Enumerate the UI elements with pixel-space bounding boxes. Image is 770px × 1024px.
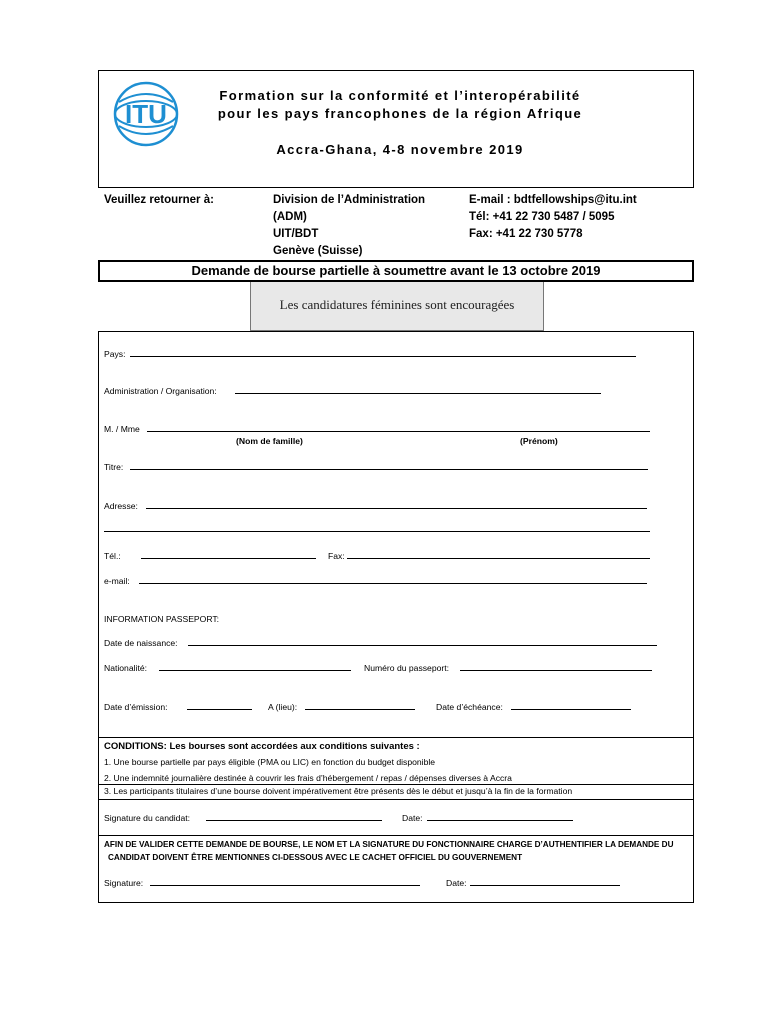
validation-text-2: CANDIDAT DOIVENT ÊTRE MENTIONNES CI-DESSOUS AVEC LE CACHET OFFICIEL DU GOUVERNEMENT <box>108 853 523 862</box>
pays-field[interactable] <box>130 356 636 357</box>
encouraged-note: Les candidatures féminines sont encouragées <box>250 282 544 331</box>
tel-field[interactable] <box>141 558 316 559</box>
date-emission-label: Date d’émission: <box>104 702 168 712</box>
date-candidat-field[interactable] <box>427 820 573 821</box>
address-line: UIT/BDT <box>273 228 319 240</box>
tel-label: Tél.: <box>104 551 121 561</box>
contact-tel: Tél: +41 22 730 5487 / 5095 <box>469 211 615 223</box>
deadline-banner: Demande de bourse partielle à soumettre avant le 13 octobre 2019 <box>98 260 694 282</box>
date-candidat-label: Date: <box>402 813 423 823</box>
prenom-caption: (Prénom) <box>520 436 558 446</box>
condition-item: 2. Une indemnité journalière destinée à couvrir les frais d’hébergement / repas / dépenses diverses à Accra <box>104 773 512 783</box>
divider <box>98 737 694 738</box>
return-address <box>273 192 425 260</box>
date-naissance-field[interactable] <box>188 645 657 646</box>
signature-candidat-label: Signature du candidat: <box>104 813 191 823</box>
lieu-field[interactable] <box>305 709 415 710</box>
nationalite-field[interactable] <box>159 670 351 671</box>
email-label: e-mail: <box>104 576 130 586</box>
condition-item: 3. Les participants titulaires d’une bourse doivent impérativement être présents dès le début et jusqu’à la fin de la formation <box>104 786 573 796</box>
administration-label: Administration / Organisation: <box>104 386 217 396</box>
divider <box>98 799 694 800</box>
title-line-2: pour les pays francophones de la région Afrique <box>217 106 583 121</box>
numero-passeport-label: Numéro du passeport: <box>364 663 450 673</box>
adresse-field-line-2[interactable] <box>104 531 650 532</box>
pays-label: Pays: <box>104 349 126 359</box>
nationalite-label: Nationalité: <box>104 663 147 673</box>
address-line: Division de l’Administration <box>273 194 426 206</box>
contact-email: E-mail : bdtfellowships@itu.int <box>469 194 637 206</box>
contact-fax: Fax: +41 22 730 5778 <box>469 228 583 240</box>
adresse-field[interactable] <box>146 508 647 509</box>
condition-item: 1. Une bourse partielle par pays éligible (PMA ou LIC) en fonction du budget disponible <box>104 757 436 767</box>
itu-logo <box>110 78 182 150</box>
conditions-heading <box>104 741 420 752</box>
signature-field[interactable] <box>150 885 420 886</box>
date-label: Date: <box>446 878 467 888</box>
nom-label: M. / Mme <box>104 424 140 434</box>
conditions-heading-text: Les bourses sont accordées aux conditions suivantes : <box>169 741 420 752</box>
date-emission-field[interactable] <box>187 709 252 710</box>
return-label: Veuillez retourner à: <box>104 194 214 206</box>
signature-label: Signature: <box>104 878 144 888</box>
titre-label: Titre: <box>104 462 124 472</box>
numero-passeport-field[interactable] <box>460 670 652 671</box>
conditions-prefix: CONDITIONS: <box>104 741 167 752</box>
nom-field[interactable] <box>147 431 650 432</box>
return-contact <box>469 192 637 243</box>
address-line: (ADM) <box>273 211 307 223</box>
date-field[interactable] <box>470 885 620 886</box>
adresse-label: Adresse: <box>104 501 138 511</box>
address-line: Genève (Suisse) <box>273 245 363 257</box>
lieu-label: A (lieu): <box>268 702 298 712</box>
location-date: Accra-Ghana, 4-8 novembre 2019 <box>276 142 524 157</box>
divider <box>98 835 694 836</box>
signature-candidat-field[interactable] <box>206 820 382 821</box>
date-naissance-label: Date de naissance: <box>104 638 178 648</box>
title-line-1: Formation sur la conformité et l’interopérabilité <box>219 88 581 103</box>
administration-field[interactable] <box>235 393 601 394</box>
fax-field[interactable] <box>347 558 650 559</box>
date-echeance-field[interactable] <box>511 709 631 710</box>
validation-text-1: AFIN DE VALIDER CETTE DEMANDE DE BOURSE, LE NOM ET LA SIGNATURE DU FONCTIONNAIRE CHARGE D’AUTHENTIFIER LA DEMANDE DU <box>104 840 674 849</box>
logo-text: ITU <box>125 99 167 129</box>
divider <box>98 784 694 785</box>
date-echeance-label: Date d’échéance: <box>436 702 503 712</box>
email-field[interactable] <box>139 583 647 584</box>
fax-label: Fax: <box>328 551 345 561</box>
titre-field[interactable] <box>130 469 648 470</box>
nom-famille-caption: (Nom de famille) <box>236 436 303 446</box>
passport-heading: INFORMATION PASSEPORT: <box>104 614 220 624</box>
